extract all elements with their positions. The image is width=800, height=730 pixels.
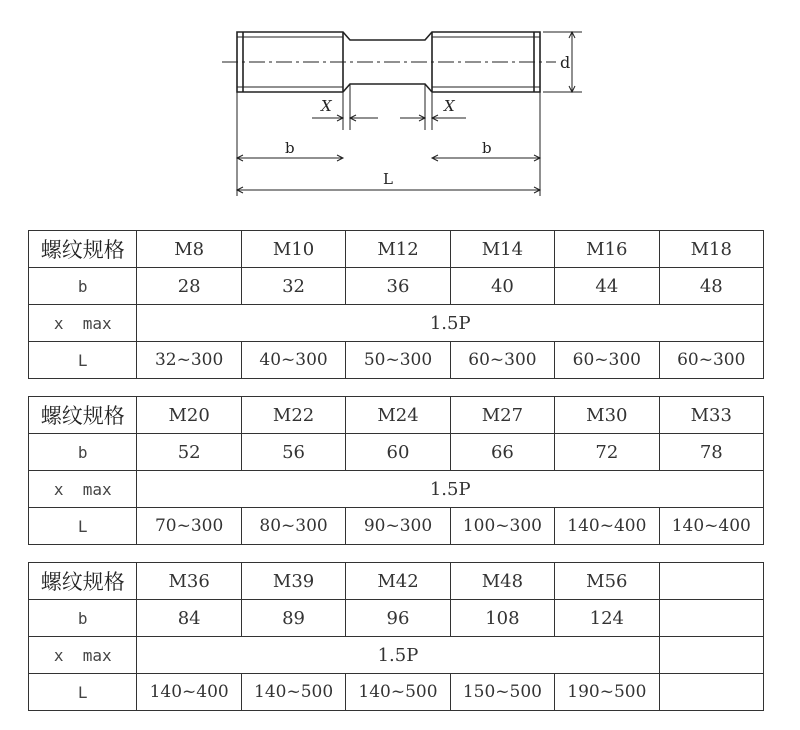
row-size xyxy=(29,231,764,268)
label-L: L xyxy=(383,170,393,188)
L-cell: 140~400 xyxy=(137,674,241,711)
L-cell: 60~300 xyxy=(450,342,554,379)
label-b-right: b xyxy=(482,139,492,157)
L-cell: 50~300 xyxy=(346,342,450,379)
x-max-value: 1.5P xyxy=(137,637,659,674)
label-b-left: b xyxy=(285,139,295,157)
row-x-max xyxy=(29,637,764,674)
L-cell: 140~400 xyxy=(659,508,763,545)
size-cell: M24 xyxy=(346,397,450,434)
size-cell: M20 xyxy=(137,397,241,434)
b-cell: 124 xyxy=(555,600,659,637)
L-cell: 100~300 xyxy=(450,508,554,545)
b-cell: 72 xyxy=(555,434,659,471)
x-max-label: x max xyxy=(29,471,137,508)
b-label: b xyxy=(29,600,137,637)
size-cell: M39 xyxy=(241,563,345,600)
spec-table-2 xyxy=(28,396,764,545)
b-cell: 56 xyxy=(241,434,345,471)
label-d: d xyxy=(560,53,571,72)
b-cell: 48 xyxy=(659,268,763,305)
row-size xyxy=(29,397,764,434)
size-cell: M36 xyxy=(137,563,241,600)
size-cell: M8 xyxy=(137,231,241,268)
row-x-max xyxy=(29,471,764,508)
L-cell: 140~500 xyxy=(241,674,345,711)
L-cell: 80~300 xyxy=(241,508,345,545)
L-cell: 140~400 xyxy=(555,508,659,545)
L-cell: 60~300 xyxy=(555,342,659,379)
size-cell: M16 xyxy=(555,231,659,268)
size-cell: M42 xyxy=(346,563,450,600)
stud-bolt-svg xyxy=(200,20,600,205)
x-max-label: x max xyxy=(29,305,137,342)
L-cell: 40~300 xyxy=(241,342,345,379)
L-label: L xyxy=(29,674,137,711)
stud-bolt-drawing xyxy=(200,20,600,205)
size-cell: M18 xyxy=(659,231,763,268)
empty-cell xyxy=(659,637,763,674)
header-label: 螺纹规格 xyxy=(29,397,137,434)
L-label: L xyxy=(29,508,137,545)
size-cell: M48 xyxy=(450,563,554,600)
size-cell: M30 xyxy=(555,397,659,434)
row-size xyxy=(29,563,764,600)
b-cell: 40 xyxy=(450,268,554,305)
size-cell: M22 xyxy=(241,397,345,434)
L-cell xyxy=(659,674,763,711)
spec-table-3 xyxy=(28,562,764,711)
label-x-left: X xyxy=(321,97,332,115)
b-cell: 32 xyxy=(241,268,345,305)
row-b xyxy=(29,434,764,471)
b-cell: 28 xyxy=(137,268,241,305)
row-L xyxy=(29,342,764,379)
L-cell: 140~500 xyxy=(346,674,450,711)
size-cell: M33 xyxy=(659,397,763,434)
x-max-value: 1.5P xyxy=(137,471,764,508)
size-cell: M10 xyxy=(241,231,345,268)
spec-table-1 xyxy=(28,230,764,379)
b-cell: 60 xyxy=(346,434,450,471)
b-label: b xyxy=(29,268,137,305)
L-cell: 60~300 xyxy=(659,342,763,379)
header-label: 螺纹规格 xyxy=(29,563,137,600)
b-cell: 89 xyxy=(241,600,345,637)
row-L xyxy=(29,508,764,545)
label-x-right: X xyxy=(444,97,455,115)
row-x-max xyxy=(29,305,764,342)
size-cell: M27 xyxy=(450,397,554,434)
row-b xyxy=(29,600,764,637)
L-cell: 32~300 xyxy=(137,342,241,379)
b-cell: 108 xyxy=(450,600,554,637)
row-b xyxy=(29,268,764,305)
b-cell: 66 xyxy=(450,434,554,471)
b-cell: 84 xyxy=(137,600,241,637)
b-cell xyxy=(659,600,763,637)
L-cell: 150~500 xyxy=(450,674,554,711)
L-cell: 70~300 xyxy=(137,508,241,545)
L-label: L xyxy=(29,342,137,379)
b-cell: 78 xyxy=(659,434,763,471)
b-cell: 36 xyxy=(346,268,450,305)
size-cell: M56 xyxy=(555,563,659,600)
size-cell xyxy=(659,563,763,600)
b-label: b xyxy=(29,434,137,471)
b-cell: 44 xyxy=(555,268,659,305)
L-cell: 190~500 xyxy=(555,674,659,711)
size-cell: M14 xyxy=(450,231,554,268)
header-label: 螺纹规格 xyxy=(29,231,137,268)
row-L xyxy=(29,674,764,711)
b-cell: 96 xyxy=(346,600,450,637)
L-cell: 90~300 xyxy=(346,508,450,545)
b-cell: 52 xyxy=(137,434,241,471)
x-max-label: x max xyxy=(29,637,137,674)
x-max-value: 1.5P xyxy=(137,305,764,342)
size-cell: M12 xyxy=(346,231,450,268)
